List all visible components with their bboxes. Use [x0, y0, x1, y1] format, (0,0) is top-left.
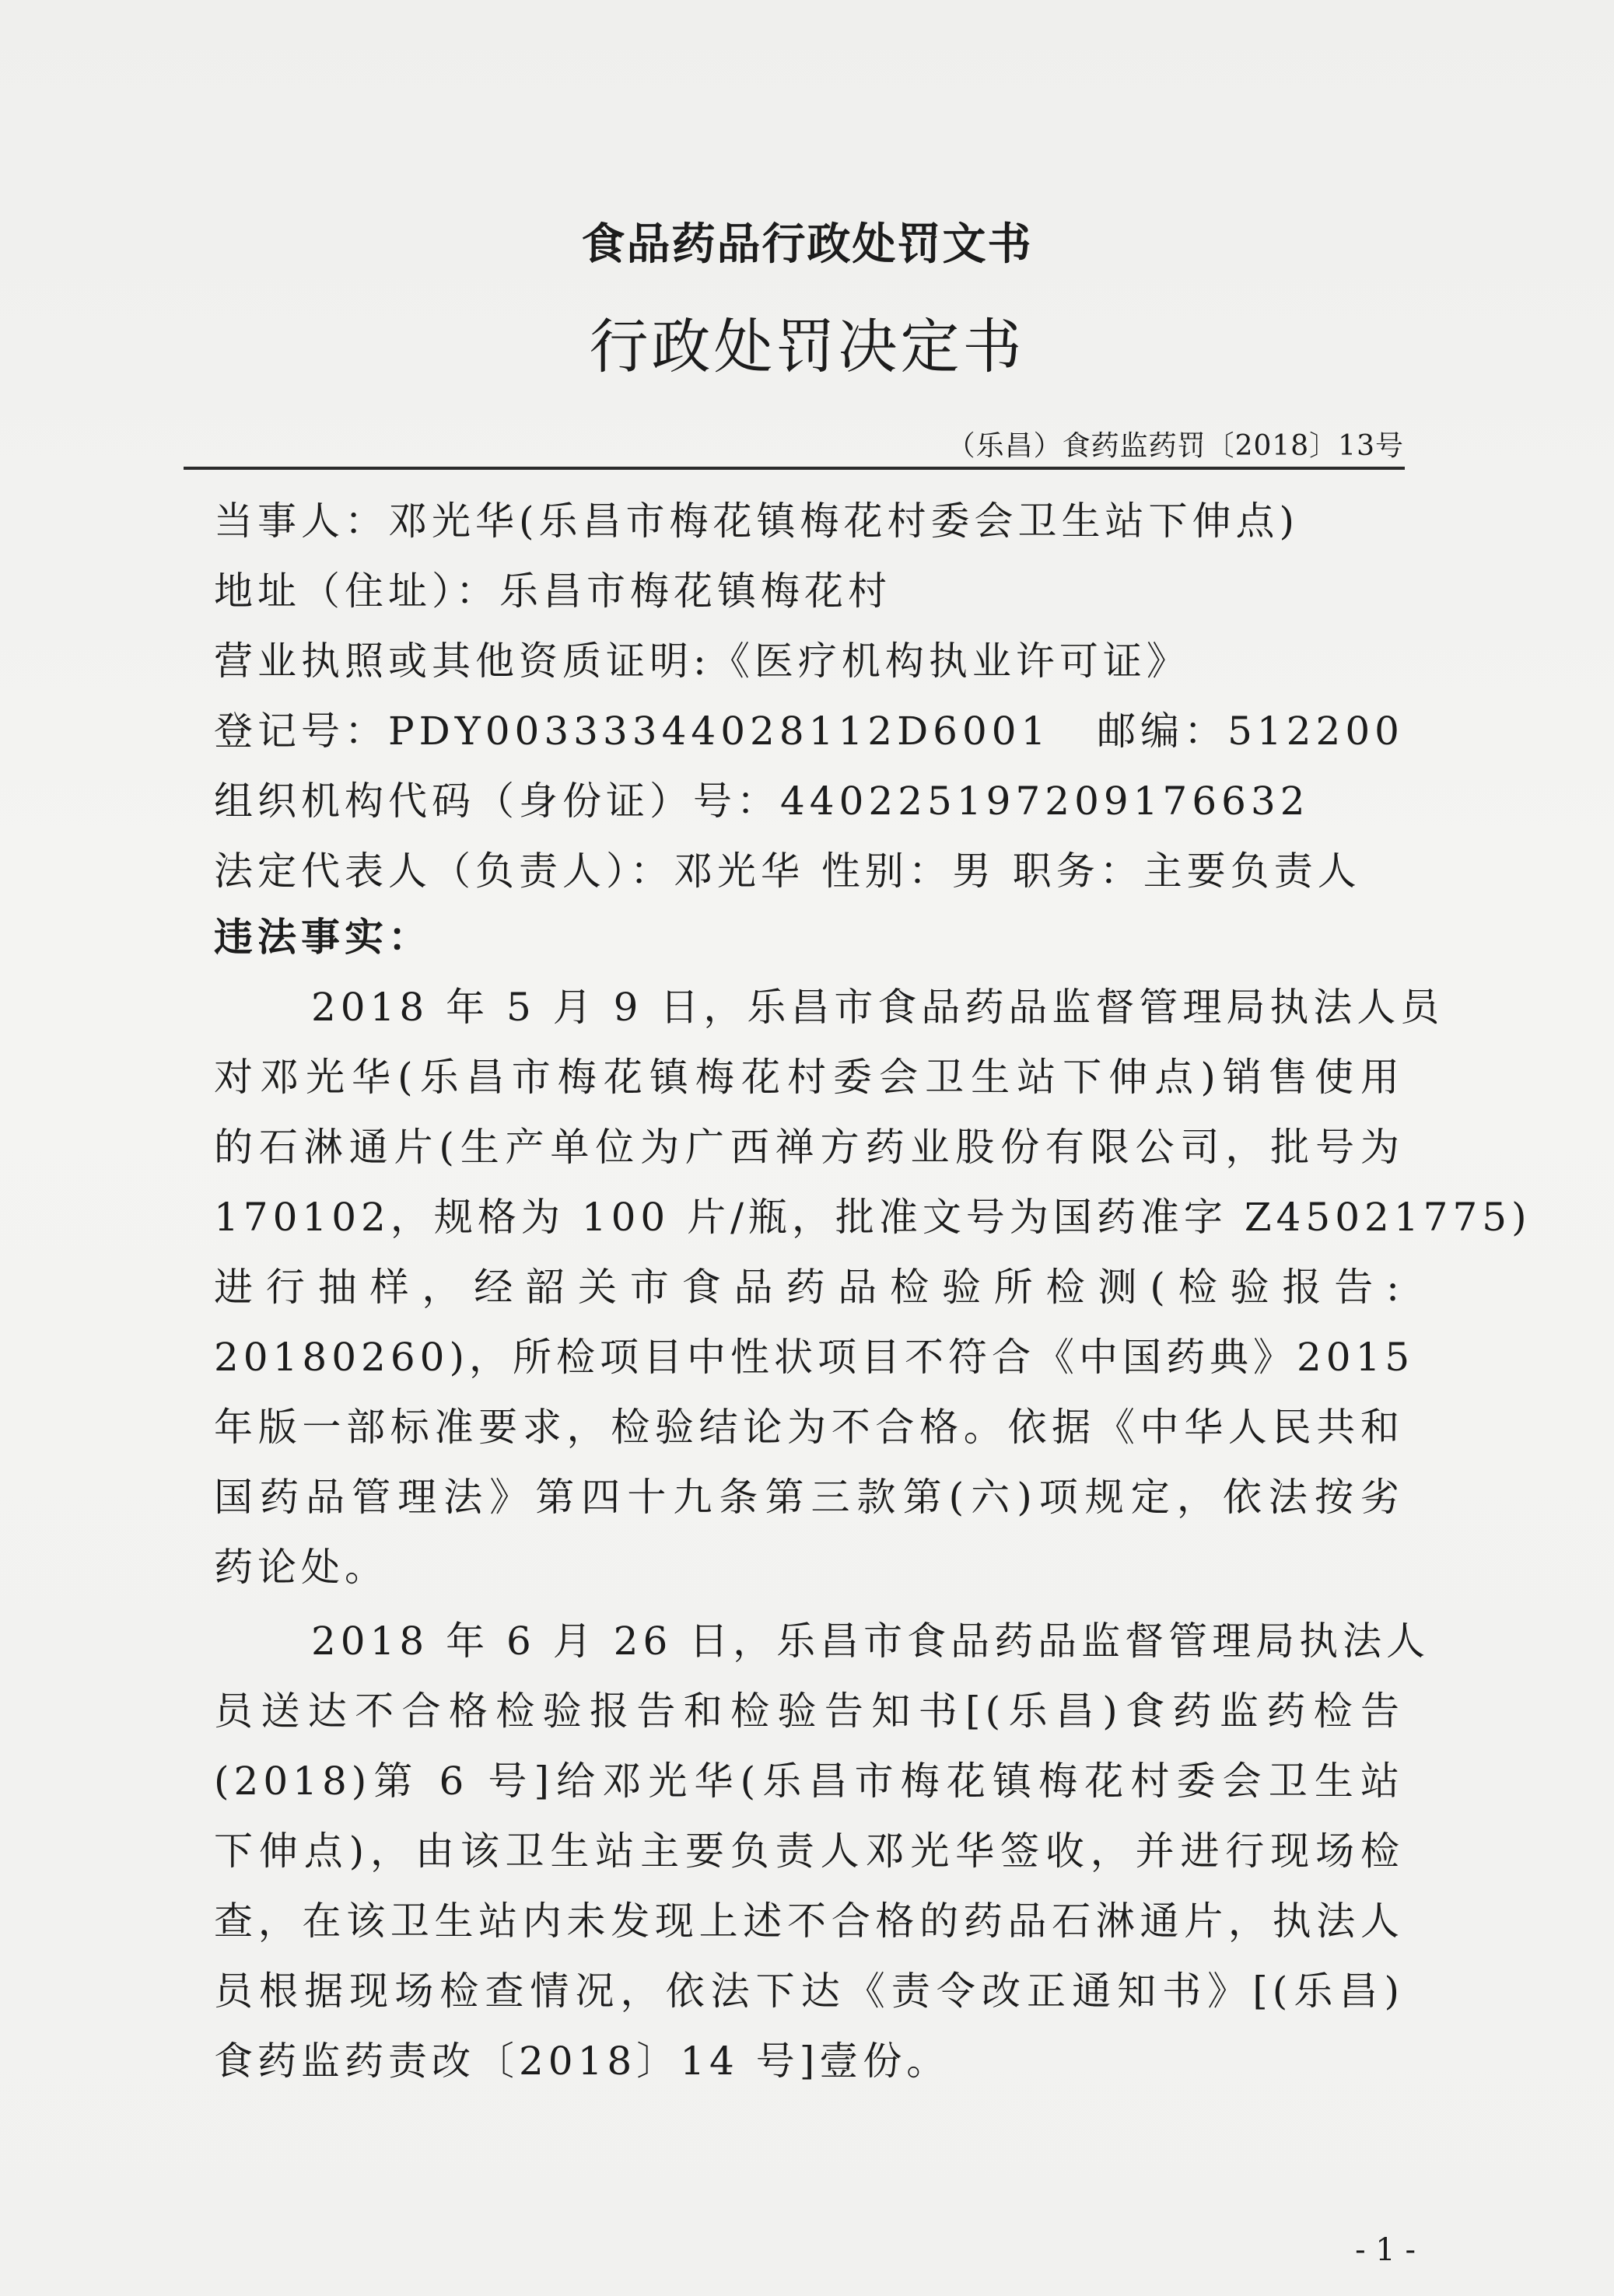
facts-para1-line: 2018 年 5 月 9 日，乐昌市食品药品监督管理局执法人员 — [311, 985, 1444, 1030]
registration-number: 登记号：PDY003333440281​12D6001 — [214, 709, 1051, 754]
document-title: 行政处罚决定书 — [589, 312, 1025, 381]
facts-para1-line: 20180260)，所检项目中性状项目不符合《中国药典》2015 — [214, 1335, 1415, 1380]
document-category: 食品药品行政处罚文书 — [581, 219, 1033, 270]
facts-para1-line: 药论处。 — [214, 1545, 388, 1590]
party-registration-row — [214, 708, 1404, 754]
facts-para2-line: 食药监药责改〔2018〕14 号]壹份。 — [214, 2039, 951, 2084]
party-address: 地址（住址）：乐昌市梅花镇梅花村 — [214, 569, 891, 614]
facts-para1-line: 对邓光华(乐昌市梅花镇梅花村委会卫生站下伸点)销售使用 — [214, 1055, 1404, 1100]
document-number: （乐昌）食药监药罚〔2018〕13号 — [947, 430, 1404, 462]
facts-para2-line: 员送达不合格检验报告和检验告知书[(乐昌)食药监药检告 — [214, 1689, 1404, 1734]
facts-para2-line: (2018)第 6 号]给邓光华(乐昌市梅花镇梅花村委会卫生站 — [214, 1759, 1404, 1804]
facts-para1-line: 170102，规格为 100 片/瓶，批准文号为国药准字 Z45021775) — [214, 1195, 1532, 1240]
page-number: - 1 - — [1355, 2232, 1416, 2268]
facts-para1-line: 年版一部标准要求，检验结论为不合格。依据《中华人民共和 — [214, 1405, 1404, 1450]
facts-para2-line: 2018 年 6 月 26 日，乐昌市食品药品监督管理局执法人 — [311, 1619, 1430, 1664]
facts-para1-line: 国药品管理法》第四十九条第三款第(六)项规定，依法按劣 — [214, 1475, 1404, 1520]
facts-para1-line: 的石淋通片(生产单位为广西禅方药业股份有限公司，批号为 — [214, 1125, 1404, 1170]
postcode: 邮编：512200 — [1097, 709, 1404, 754]
party-name: 当事人：邓光华(乐昌市梅花镇梅花村委会卫生站下伸点) — [214, 499, 1300, 544]
party-legal-rep: 法定代表人（负责人）：邓光华 性别：男 职务：主要负责人 — [214, 849, 1361, 894]
header-divider — [184, 467, 1405, 470]
party-license: 营业执照或其他资质证明:《医疗机构执业许可证》 — [214, 639, 1190, 684]
facts-heading: 违法事实： — [214, 915, 432, 960]
facts-para2-line: 员根据现场检查情况，依法下达《责令改正通知书》[(乐昌) — [214, 1969, 1404, 2014]
facts-para2-line: 下伸点)，由该卫生站主要负责人邓光华签收，并进行现场检 — [214, 1829, 1404, 1874]
facts-para2-line: 查，在该卫生站内未发现上述不合格的药品石淋通片，执法人 — [214, 1899, 1404, 1944]
facts-para1-line: 进行抽样，经韶关市食品药品检验所检测(检验报告: — [214, 1265, 1404, 1310]
party-org-code: 组织机构代码（身份证）号：440225197209176632 — [214, 779, 1310, 824]
